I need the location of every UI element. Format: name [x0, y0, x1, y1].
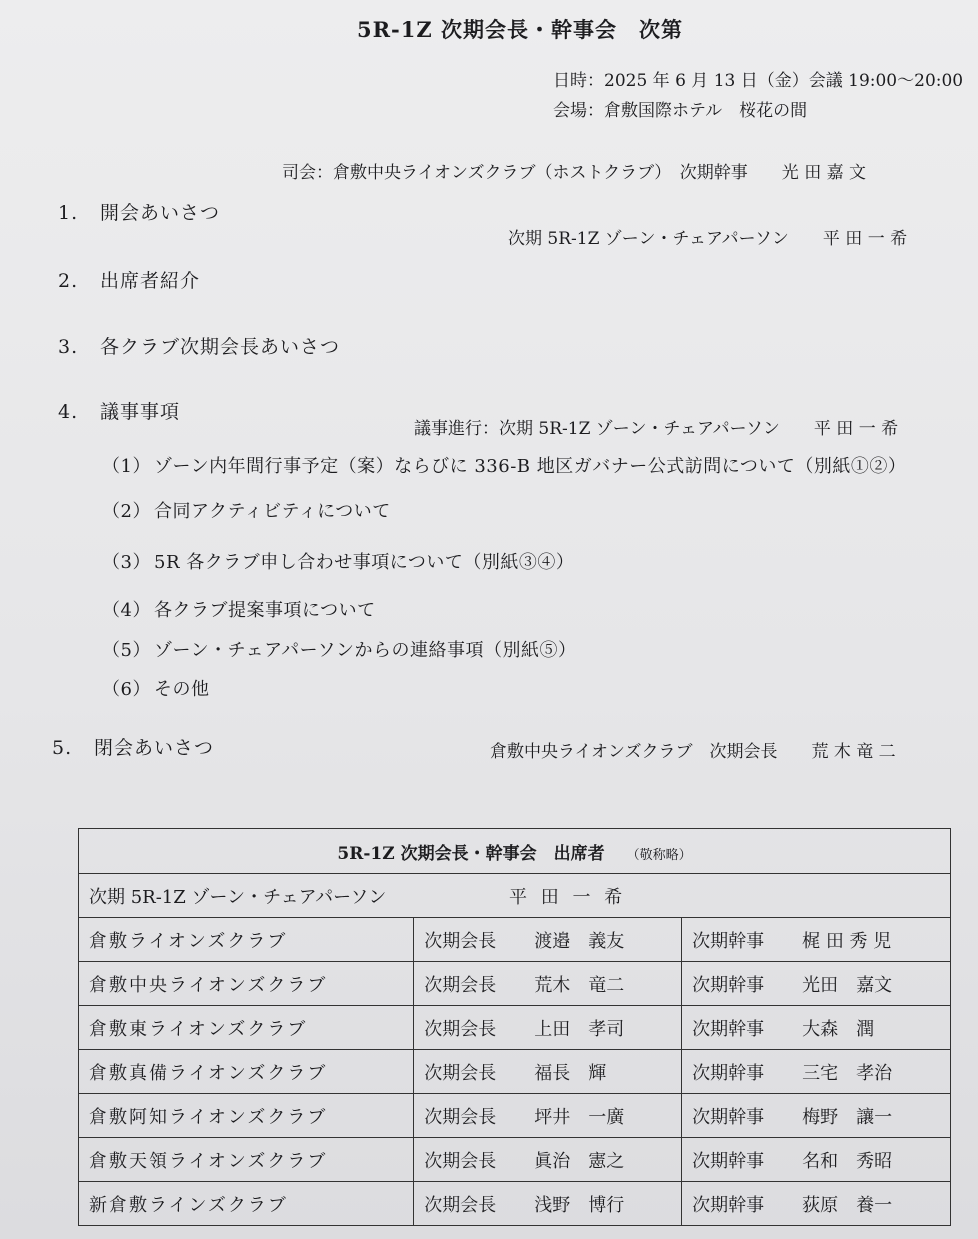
- agenda-speaker-1: 次期 5R-1Z ゾーン・チェアパーソン 平 田 一 希: [508, 229, 908, 249]
- subitem-3: [102, 548, 574, 574]
- secretary-cell: [682, 1138, 951, 1182]
- president-name: 荒木 竜二: [534, 974, 625, 996]
- club-name: 新倉敷ラインズクラブ: [79, 1182, 414, 1226]
- president-cell: [414, 1094, 682, 1138]
- president-name: 渡邉 義友: [534, 930, 625, 952]
- president-cell: [414, 1138, 682, 1182]
- role-label: 次期幹事: [692, 1150, 765, 1172]
- secretary-name: 梅野 讓一: [802, 1106, 893, 1128]
- subitem-text: 各クラブ提案事項について: [154, 600, 376, 621]
- club-name: 倉敷真備ライオンズクラブ: [79, 1050, 414, 1094]
- table-row: [79, 918, 951, 962]
- chairperson-row: [79, 874, 951, 918]
- table-row: [79, 962, 951, 1006]
- subitem-5: [102, 636, 576, 662]
- secretary-name: 梶 田 秀 児: [802, 930, 892, 952]
- role-label: 次期幹事: [692, 930, 765, 952]
- chairperson-cell: [79, 874, 951, 918]
- agenda-item-5: [52, 733, 214, 760]
- club-name: 倉敷東ライオンズクラブ: [79, 1006, 414, 1050]
- agenda-label: 出席者紹介: [100, 270, 201, 292]
- role-label: 次期幹事: [692, 1194, 765, 1216]
- meeting-venue: 会場：倉敷国際ホテル 桜花の間: [553, 101, 808, 121]
- club-name: 倉敷ライオンズクラブ: [79, 918, 414, 962]
- role-label: 次期幹事: [692, 1106, 765, 1128]
- secretary-cell: [682, 1094, 951, 1138]
- subitem-text: ゾーン内年間行事予定（案）ならびに 336-B 地区ガバナー公式訪問について（別紙①②）: [154, 456, 907, 477]
- agenda-speaker-5: 倉敷中央ライオンズクラブ 次期会長 荒 木 竜 二: [490, 742, 896, 762]
- subitem-number: （2）: [102, 501, 151, 522]
- chairperson-name: 平 田 一 希: [509, 886, 627, 908]
- president-cell: [414, 962, 682, 1006]
- secretary-name: 光田 嘉文: [802, 974, 893, 996]
- president-cell: [414, 918, 682, 962]
- secretary-name: 荻原 養一: [802, 1194, 893, 1216]
- agenda-item-3: [58, 332, 340, 359]
- subitem-number: （6）: [102, 679, 151, 700]
- attendees-title: 5R-1Z 次期会長・幹事会 出席者: [337, 843, 605, 864]
- attendees-title-cell: [79, 829, 951, 874]
- subitem-2: [102, 497, 391, 523]
- mc-line: 司会：倉敷中央ライオンズクラブ（ホストクラブ） 次期幹事 光 田 嘉 文: [282, 163, 867, 183]
- table-row: [79, 1050, 951, 1094]
- secretary-cell: [682, 918, 951, 962]
- subitem-6: [102, 675, 210, 701]
- role-label: 次期会長: [424, 1194, 497, 1216]
- role-label: 次期幹事: [692, 1018, 765, 1040]
- role-label: 次期会長: [424, 930, 497, 952]
- agenda-number: 2.: [58, 270, 79, 292]
- secretary-cell: [682, 1006, 951, 1050]
- president-name: 浅野 博行: [534, 1194, 625, 1216]
- subitem-number: （5）: [102, 640, 151, 661]
- subitem-text: 5R 各クラブ申し合わせ事項について（別紙③④）: [154, 552, 575, 573]
- table-row: [79, 1006, 951, 1050]
- club-name: 倉敷中央ライオンズクラブ: [79, 962, 414, 1006]
- role-label: 次期会長: [424, 1018, 497, 1040]
- subitem-4: [102, 596, 376, 622]
- agenda-item-2: [58, 266, 200, 293]
- agenda-label: 閉会あいさつ: [94, 737, 215, 759]
- subitem-number: （3）: [102, 552, 151, 573]
- table-row: [79, 1182, 951, 1226]
- role-label: 次期幹事: [692, 1062, 765, 1084]
- subitem-number: （1）: [102, 456, 151, 477]
- club-name: 倉敷阿知ライオンズクラブ: [79, 1094, 414, 1138]
- subitem-1: [102, 452, 906, 478]
- chairperson-label: 次期 5R-1Z ゾーン・チェアパーソン: [89, 886, 387, 908]
- subitem-text: その他: [154, 679, 210, 700]
- agenda-number: 1.: [58, 202, 79, 224]
- subitem-number: （4）: [102, 600, 151, 621]
- agenda-item-4: [58, 397, 180, 424]
- role-label: 次期会長: [424, 1062, 497, 1084]
- role-label: 次期会長: [424, 1150, 497, 1172]
- subitem-text: ゾーン・チェアパーソンからの連絡事項（別紙⑤）: [154, 640, 577, 661]
- document-title: 5R-1Z 次期会長・幹事会 次第: [356, 17, 684, 42]
- president-name: 上田 孝司: [534, 1018, 625, 1040]
- secretary-name: 大森 潤: [802, 1018, 875, 1040]
- meeting-datetime: 日時：2025 年 6 月 13 日（金）会議 19:00～20:00: [553, 71, 964, 91]
- secretary-cell: [682, 1182, 951, 1226]
- president-cell: [414, 1050, 682, 1094]
- table-row: [79, 1094, 951, 1138]
- agenda-label: 開会あいさつ: [100, 202, 221, 224]
- role-label: 次期幹事: [692, 974, 765, 996]
- secretary-cell: [682, 962, 951, 1006]
- club-name: 倉敷天領ライオンズクラブ: [79, 1138, 414, 1182]
- table-row: [79, 1138, 951, 1182]
- agenda-label: 議事事項: [100, 401, 181, 423]
- attendees-note: （敬称略）: [626, 847, 692, 863]
- president-name: 坪井 一廣: [534, 1106, 625, 1128]
- agenda-number: 3.: [58, 336, 79, 358]
- president-name: 福長 輝: [534, 1062, 607, 1084]
- agenda-label: 各クラブ次期会長あいさつ: [100, 336, 341, 358]
- president-cell: [414, 1006, 682, 1050]
- agenda-speaker-4: 議事進行：次期 5R-1Z ゾーン・チェアパーソン 平 田 一 希: [414, 419, 899, 439]
- role-label: 次期会長: [424, 974, 497, 996]
- agenda-number: 4.: [58, 401, 79, 423]
- attendees-table: [78, 828, 951, 1226]
- table-header-row: [79, 829, 951, 874]
- subitem-text: 合同アクティビティについて: [154, 501, 391, 522]
- secretary-name: 名和 秀昭: [802, 1150, 893, 1172]
- agenda-number: 5.: [52, 737, 73, 759]
- secretary-name: 三宅 孝治: [802, 1062, 893, 1084]
- agenda-item-1: [58, 198, 220, 225]
- president-cell: [414, 1182, 682, 1226]
- role-label: 次期会長: [424, 1106, 497, 1128]
- secretary-cell: [682, 1050, 951, 1094]
- president-name: 眞治 憲之: [534, 1150, 625, 1172]
